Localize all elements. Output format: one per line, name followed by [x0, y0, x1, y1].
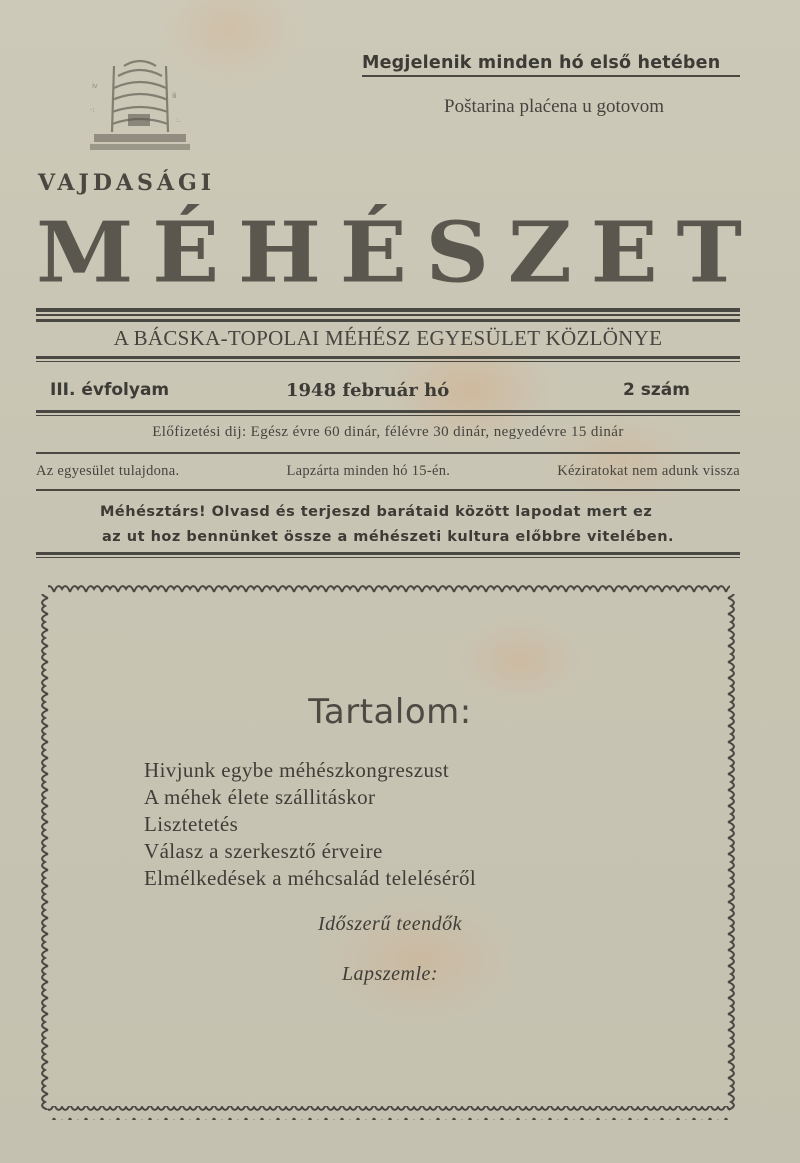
title-letter: Z	[507, 202, 572, 302]
subtitle-rule	[36, 356, 740, 359]
postage-paid-note: Poštarina plaćena u gotovom	[444, 96, 665, 117]
title-letter: E	[590, 202, 658, 302]
subscription-rule	[36, 452, 740, 454]
deadline-text: Lapzárta minden hó 15-én.	[286, 463, 451, 479]
title-letter: M	[36, 202, 134, 302]
issue-rule	[36, 410, 740, 413]
contents-item: A méhek élete szállitáskor	[144, 785, 376, 809]
contents-item: Hivjunk egybe méhészkongreszust	[144, 758, 450, 782]
contents-item: Lisztetetés	[144, 812, 239, 836]
title-rule-top-thin	[36, 314, 740, 316]
title-letter: É	[339, 202, 407, 302]
title-letter: S	[425, 202, 490, 302]
masthead-title	[36, 202, 742, 302]
svg-text:ⅳ: ⅳ	[92, 82, 98, 90]
ownership-line	[36, 463, 740, 480]
ownership-text: Az egyesület tulajdona.	[36, 463, 180, 479]
appeal-rule-thin	[36, 557, 740, 558]
appeal-line-1: Méhésztárs! Olvasd és terjeszd barátaid között lapodat mert ez	[100, 504, 653, 520]
svg-text:ⅲ: ⅲ	[172, 92, 177, 100]
title-rule-bottom	[36, 319, 740, 322]
title-letter: É	[152, 202, 220, 302]
issue-volume: III. évfolyam	[50, 380, 170, 400]
issue-line	[50, 380, 690, 406]
publication-notice: Megjelenik minden hó első hetében	[362, 53, 740, 77]
contents-item: Válasz a szerkesztő érveire	[144, 839, 383, 863]
issue-number: 2 szám	[623, 380, 690, 400]
masthead-pretitle: VAJDASÁGI	[38, 170, 216, 196]
contents-italic-item: Időszerű teendők	[317, 913, 463, 935]
contents-list	[144, 757, 664, 892]
appeal-line-2: az ut hoz bennünket össze a méhészeti kultura előbbre vitelében.	[102, 529, 675, 545]
ownership-rule	[36, 489, 740, 491]
contents-heading: Tartalom:	[308, 692, 472, 732]
svg-text::.: :.	[176, 116, 181, 124]
contents-item: Elmélkedések a méhcsalád teleléséről	[144, 866, 477, 890]
beehive-icon	[88, 52, 192, 156]
reader-appeal	[100, 500, 680, 550]
title-letter: T	[676, 202, 742, 302]
svg-text:·:: ·:	[90, 106, 95, 114]
masthead-subtitle: A BÁCSKA-TOPOLAI MÉHÉSZ EGYESÜLET KÖZLÖNYE	[113, 326, 663, 350]
issue-rule-thin	[36, 415, 740, 416]
subtitle-rule-thin	[36, 361, 740, 362]
subscription-prices: Előfizetési dij: Egész évre 60 dinár, félévre 30 dinár, negyedévre 15 dinár	[152, 424, 624, 440]
title-letter: H	[237, 202, 322, 302]
appeal-rule	[36, 552, 740, 555]
manuscripts-text: Kéziratokat nem adunk vissza	[557, 463, 740, 479]
title-rule-top	[36, 308, 740, 312]
contents-italic-item: Lapszemle:	[341, 963, 439, 985]
issue-date: 1948 február hó	[286, 380, 450, 401]
